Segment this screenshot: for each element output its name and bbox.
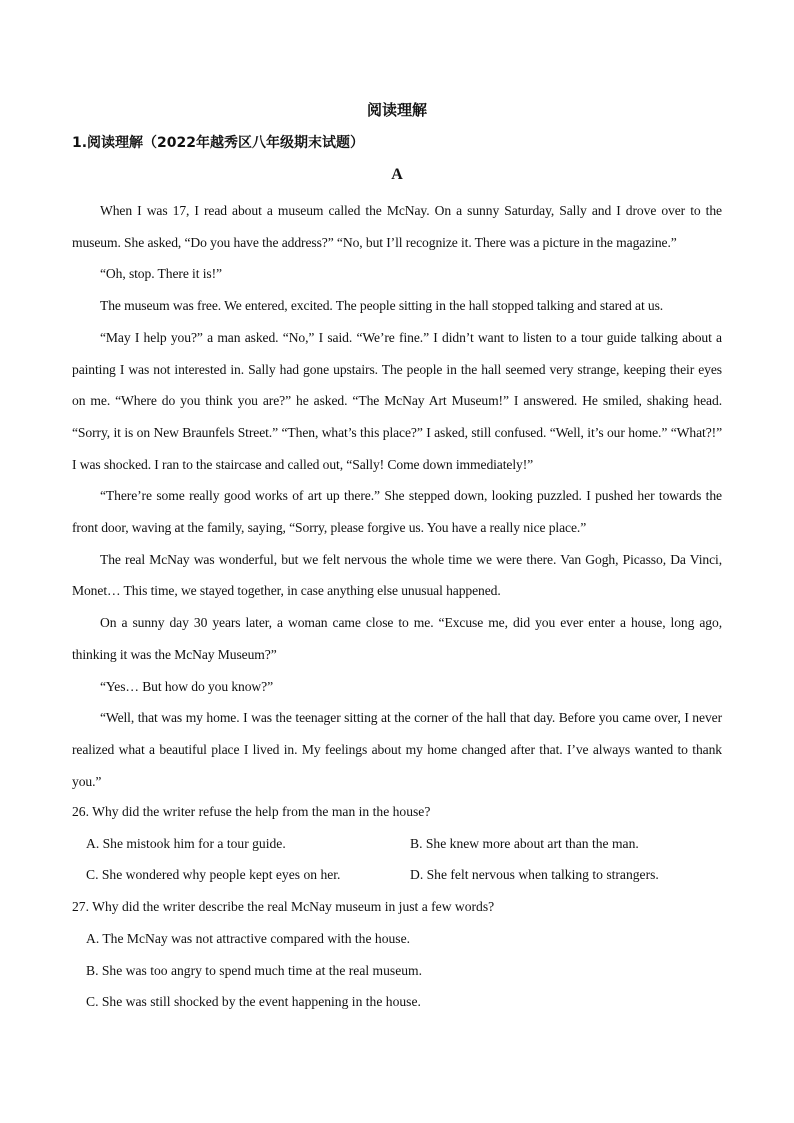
passage-paragraph: “Well, that was my home. I was the teenager sitting at the corner of the hall that day. Before you came over, I never realized what a beautiful place I lived in. My feelings about my home changed after that. I’ve always wanted to thank you.”	[72, 710, 722, 789]
reading-passage	[72, 195, 722, 797]
passage-paragraph: “Yes… But how do you know?”	[100, 678, 274, 694]
question-stem: 27. Why did the writer describe the real McNay museum in just a few words?	[72, 899, 495, 915]
answer-option-c: C. She was still shocked by the event happening in the house.	[86, 994, 421, 1010]
answer-option-c: C. She wondered why people kept eyes on her.	[86, 867, 341, 883]
answer-option-b: B. She knew more about art than the man.	[410, 835, 639, 851]
section-heading: 1.阅读理解（2022年越秀区八年级期末试题）	[72, 135, 365, 151]
answer-options	[72, 923, 722, 1018]
passage-label: A	[391, 166, 403, 183]
passage-paragraph: “Oh, stop. There it is!”	[100, 266, 222, 282]
document-title: 阅读理解	[366, 101, 427, 119]
passage-paragraph: “There’re some really good works of art up there.” She stepped down, looking puzzled. I pushed her towards the front door, waving at the family, saying, “Sorry, please forgive us. You have a really nice place.”	[72, 488, 722, 536]
question-list	[72, 796, 722, 1018]
passage-paragraph: “May I help you?” a man asked. “No,” I said. “We’re fine.” I didn’t want to listen to a tour guide talking about a painting I was not interested in. Sally had gone upstairs. The people in the hall seemed very strange, keeping their eyes on me. “Where do you think you are?” he asked. “The McNay Art Museum!” I answered. He smiled, shaking head. “Sorry, it is on New Braunfels Street.” “Then, what’s this place?” I asked, still confused. “Well, it’s our home.” “What?!” I was shocked. I ran to the staircase and called out, “Sally! Come down immediately!”	[72, 329, 722, 472]
answer-option-a: A. The McNay was not attractive compared with the house.	[86, 930, 411, 946]
passage-paragraph: When I was 17, I read about a museum called the McNay. On a sunny Saturday, Sally and I drove over to the museum. She asked, “Do you have the address?” “No, but I’ll recognize it. There was a picture in the magazine.”	[72, 203, 722, 250]
question-27	[72, 891, 722, 1018]
question-stem: 26. Why did the writer refuse the help from the man in the house?	[72, 804, 431, 819]
answer-option-d: D. She felt nervous when talking to strangers.	[410, 867, 659, 883]
passage-paragraph: On a sunny day 30 years later, a woman came close to me. “Excuse me, did you ever enter a house, long ago, thinking it was the McNay Museum?”	[72, 615, 722, 662]
passage-paragraph: The museum was free. We entered, excited. The people sitting in the hall stopped talking and stared at us.	[100, 298, 664, 314]
answer-option-a: A. She mistook him for a tour guide.	[86, 835, 286, 851]
question-26	[72, 796, 722, 891]
answer-options	[72, 828, 722, 891]
passage-paragraph: The real McNay was wonderful, but we felt nervous the whole time we were there. Van Gogh, Picasso, Da Vinci, Monet… This time, we stayed together, in case anything else unusual happened.	[72, 551, 722, 599]
answer-option-b: B. She was too angry to spend much time at the real museum.	[86, 962, 423, 978]
